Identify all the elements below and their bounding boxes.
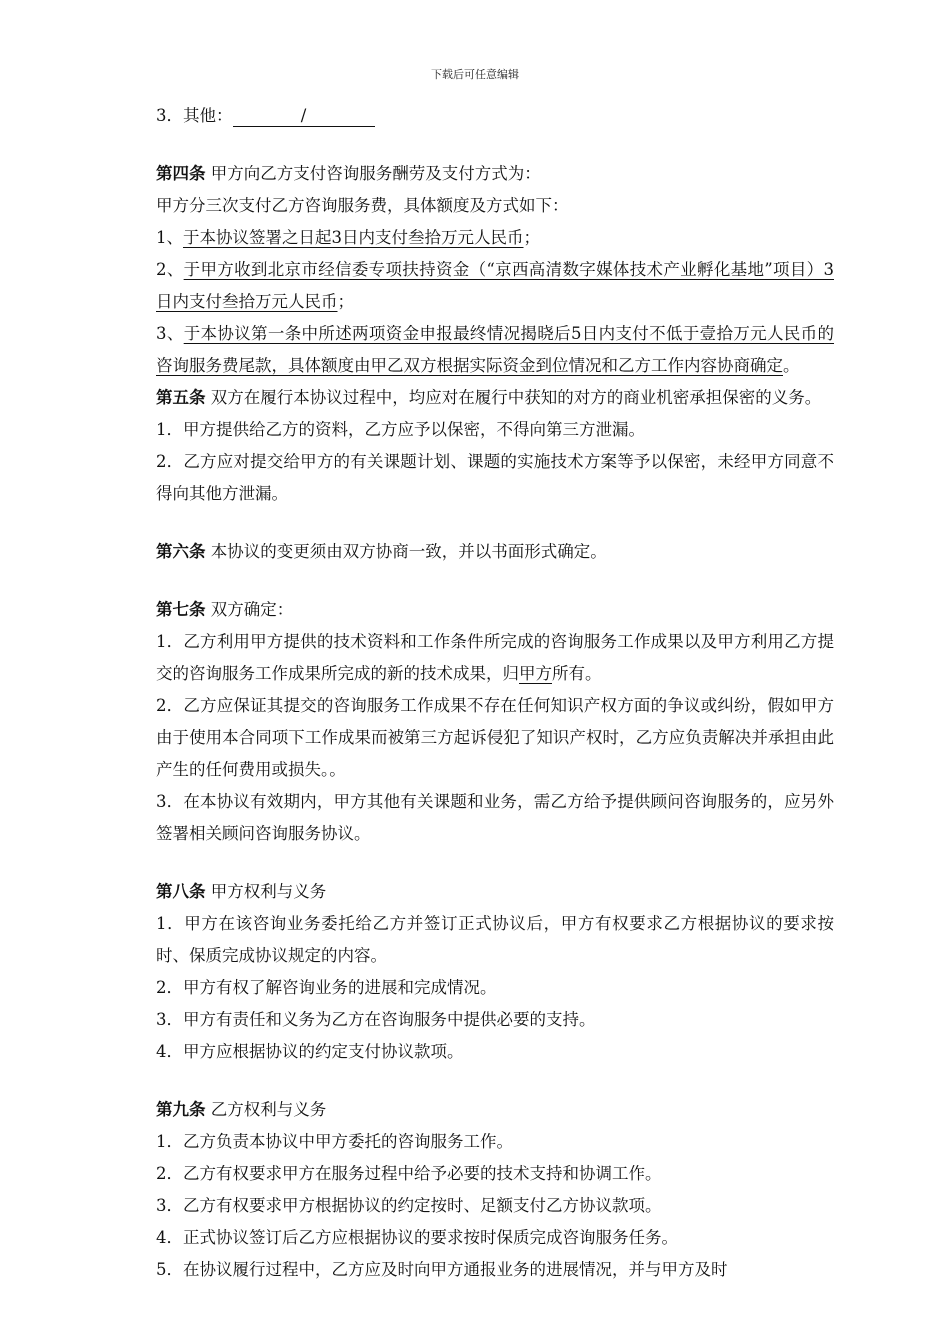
article-8-item-4: 4．甲方应根据协议的约定支付协议款项。 (156, 1042, 464, 1061)
article-8-item-1: 1．甲方在该咨询业务委托给乙方并签订正式协议后，甲方有权要求乙方根据协议的要求按时、保质完成协议规定的内容。 (156, 914, 834, 965)
item-end: 。 (783, 356, 800, 375)
item-other-label: 3．其他： (156, 106, 233, 125)
article-9-heading (118, 1094, 834, 1126)
article-5-item-1: 1．甲方提供给乙方的资料，乙方应予以保密，不得向第三方泄漏。 (156, 420, 645, 439)
article-9-item-5: 5．在协议履行过程中，乙方应及时向甲方通报业务的进展情况，并与甲方及时 (156, 1260, 728, 1279)
article-9-text: 乙方权利与义务 (205, 1100, 327, 1119)
article-6-title: 第六条 (156, 542, 206, 561)
article-9-item-4: 4．正式协议签订后乙方应根据协议的要求按时保质完成咨询服务任务。 (156, 1228, 678, 1247)
article-5-item-2: 2．乙方应对提交给甲方的有关课题计划、课题的实施技术方案等予以保密，未经甲方同意不得向其他方泄漏。 (156, 452, 834, 503)
article-7-text: 双方确定： (205, 600, 294, 619)
article-5-heading (118, 382, 834, 414)
article-4-item-2 (118, 254, 834, 318)
article-4-intro: 甲方分三次支付乙方咨询服务费，具体额度及方式如下： (156, 196, 569, 215)
item-number: 2、 (156, 260, 184, 279)
item-end: ； (523, 228, 540, 247)
item-other (118, 100, 834, 132)
document-body (118, 100, 834, 1286)
article-8-title: 第八条 (156, 882, 206, 901)
article-7-item-1 (118, 626, 834, 690)
article-8-item-2: 2．甲方有权了解咨询业务的进展和完成情况。 (156, 978, 497, 997)
article-9-title: 第九条 (156, 1100, 206, 1119)
article-4-item-1-text: 于本协议签署之日起3日内支付叁拾万元人民币 (183, 228, 524, 247)
article-5-text: 双方在履行本协议过程中，均应对在履行中获知的对方的商业机密承担保密的义务。 (205, 388, 822, 407)
article-9-item-1: 1．乙方负责本协议中甲方委托的咨询服务工作。 (156, 1132, 513, 1151)
article-7-title: 第七条 (156, 600, 206, 619)
article-7-heading (118, 594, 834, 626)
article-8-item-3: 3．甲方有责任和义务为乙方在咨询服务中提供必要的支持。 (156, 1010, 596, 1029)
article-8-heading (118, 876, 834, 908)
item-end: ； (337, 292, 354, 311)
article-5-title: 第五条 (156, 388, 206, 407)
article-6-heading (118, 536, 834, 568)
article-7-item-1-end: 所有。 (552, 664, 602, 683)
item-number: 3、 (156, 324, 184, 343)
article-4-heading (118, 158, 834, 190)
item-other-blank: / (233, 106, 375, 127)
article-9-item-2: 2．乙方有权要求甲方在服务过程中给予必要的技术支持和协调工作。 (156, 1164, 662, 1183)
article-4-item-1 (118, 222, 834, 254)
article-4-title: 第四条 (156, 164, 206, 183)
article-4-item-2-text: 于甲方收到北京市经信委专项扶持资金（“京西高清数字媒体技术产业孵化基地”项目）3日内支付叁拾万元人民币 (156, 260, 834, 311)
page-header: 下载后可任意编辑 (431, 68, 519, 81)
article-7-item-3: 3．在本协议有效期内，甲方其他有关课题和业务，需乙方给予提供顾问咨询服务的，应另外签署相关顾问咨询服务协议。 (156, 792, 834, 843)
article-7-item-1-text: 1．乙方利用甲方提供的技术资料和工作条件所完成的咨询服务工作成果以及甲方利用乙方提交的咨询服务工作成果所完成的新的技术成果，归 (156, 632, 834, 683)
article-6-text: 本协议的变更须由双方协商一致，并以书面形式确定。 (205, 542, 607, 561)
article-4-text: 甲方向乙方支付咨询服务酬劳及支付方式为： (205, 164, 541, 183)
article-4-item-3-text: 于本协议第一条中所述两项资金申报最终情况揭晓后5日内支付不低于壹拾万元人民币的咨询服务费尾款，具体额度由甲乙双方根据实际资金到位情况和乙方工作内容协商确定 (156, 324, 835, 375)
article-7-item-1-owner: 甲方 (519, 664, 552, 683)
item-number: 1、 (156, 228, 183, 247)
article-8-text: 甲方权利与义务 (205, 882, 327, 901)
article-9-item-3: 3．乙方有权要求甲方根据协议的约定按时、足额支付乙方协议款项。 (156, 1196, 662, 1215)
article-7-item-2: 2．乙方应保证其提交的咨询服务工作成果不存在任何知识产权方面的争议或纠纷，假如甲方由于使用本合同项下工作成果而被第三方起诉侵犯了知识产权时，乙方应负责解决并承担由此产生的任何费用或损失。。 (156, 696, 834, 779)
article-4-item-3 (118, 318, 834, 382)
